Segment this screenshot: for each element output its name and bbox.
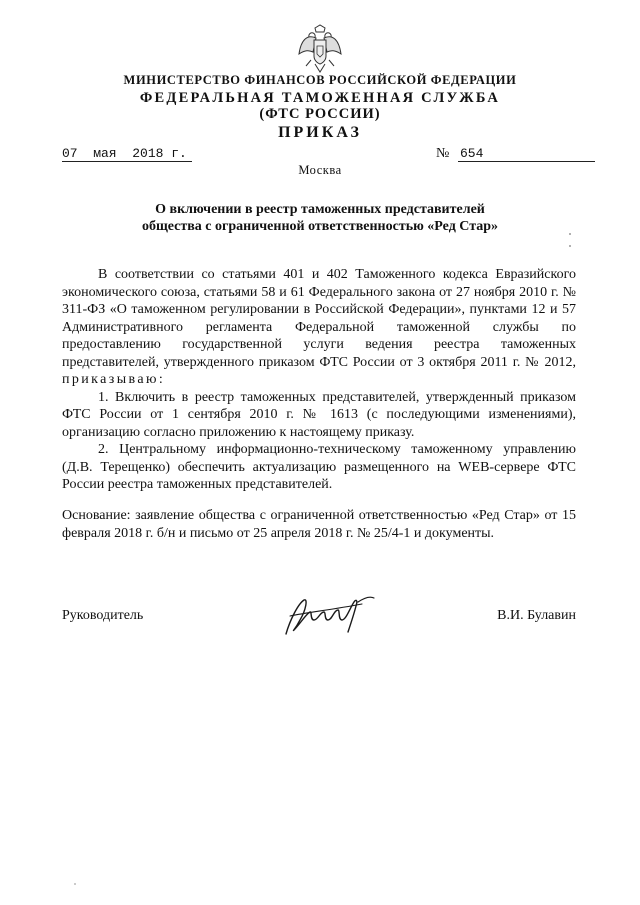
city: Москва [298,163,342,177]
scan-speck [569,233,571,235]
scan-speck [569,245,571,247]
order-body [62,266,576,494]
order-item-2: 2. Центральному информационно-техническому таможенному управлению (Д.В. Терещенко) обеспечить актуализацию размещенного на WEB-сервере ФТС России реестра таможенных представителей. [62,442,576,492]
intro-text: В соответствии со статьями 401 и 402 Таможенного кодекса Евразийского экономического союза, статьями 58 и 61 Федерального закона от 27 ноября 2010 г. № 311-ФЗ «О таможенном регулировании в Российской Федерации», пунктами 12 и 57 Административного регламента Федеральной таможенной службы по предоставлению государственной услуги ведения реестра таможенных представителей, утвержденного приказом ФТС России от 3 октября 2011 г. № 2012, [62,267,576,370]
subject-line-1: О включении в реестр таможенных представителей [155,202,485,217]
order-number: 654 [458,146,595,162]
signatory-name: В.И. Булавин [497,608,576,623]
document-type: ПРИКАЗ [278,124,362,141]
order-subject [0,201,640,235]
coat-of-arms-icon [297,24,343,74]
ministry-name: МИНИСТЕРСТВО ФИНАНСОВ РОССИЙСКОЙ ФЕДЕРАЦИИ [123,73,517,87]
signatory-role: Руководитель [62,608,144,623]
basis-block [62,507,576,542]
order-item-1: 1. Включить в реестр таможенных представителей, утвержденный приказом ФТС России от 1 сентября 2010 г. № 1613 (с последующими изменениями), организацию согласно приложению к настоящему приказу. [62,389,576,440]
service-name: ФЕДЕРАЛЬНАЯ ТАМОЖЕННАЯ СЛУЖБА [139,90,501,106]
service-abbreviation: (ФТС РОССИИ) [259,106,381,122]
subject-line-2: общества с ограниченной ответственностью «Ред Стар» [141,219,499,234]
scan-speck [74,883,76,885]
basis-text: Основание: заявление общества с ограниченной ответственностью «Ред Стар» от 15 февраля 2018 г. б/н и письмо от 25 апреля 2018 г. № 25/4-1 и документы. [62,508,576,541]
order-date: 07 мая 2018 г. [62,146,192,162]
number-label: № [436,146,450,161]
handwritten-signature [280,590,380,640]
intro-paragraph [62,266,576,389]
order-word: приказываю: [62,372,166,387]
